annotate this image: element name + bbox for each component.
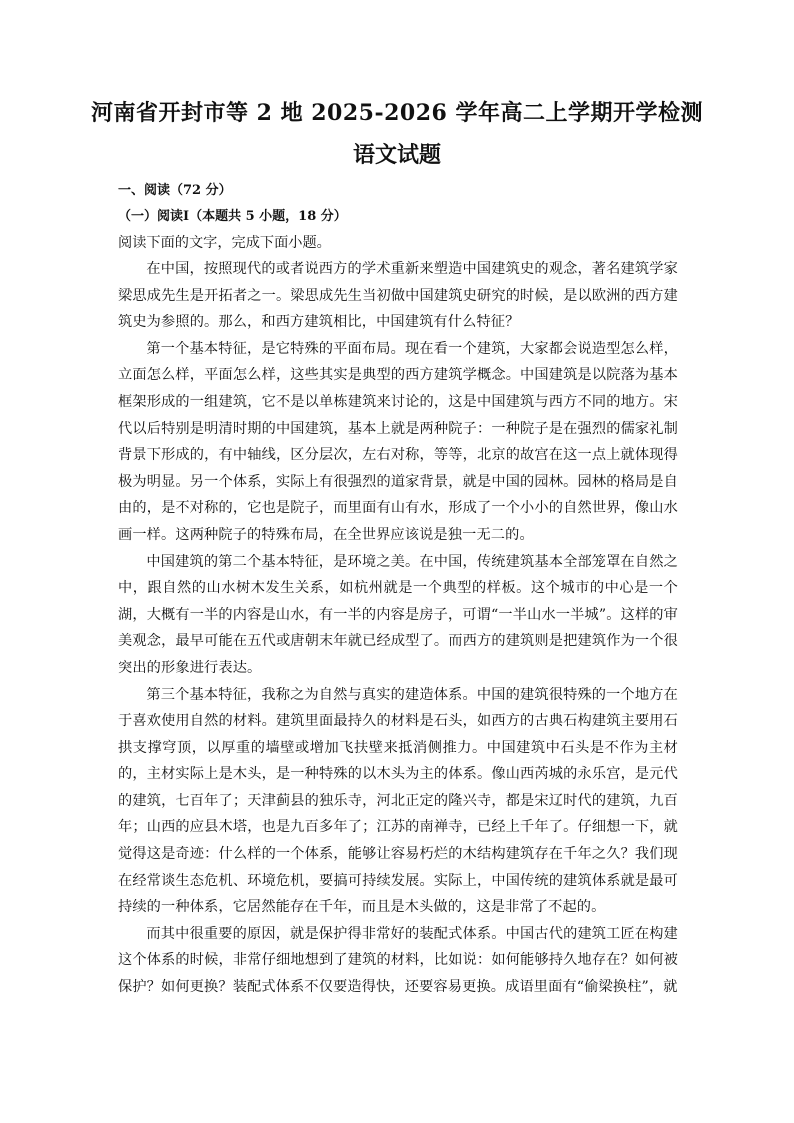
paragraph-feature-1: 第一个基本特征，是它特殊的平面布局。现在看一个建筑，大家都会说造型怎么样，立面怎么样，平面怎么样，这些其实是典型的西方建筑学概念。中国建筑是以院落为基本框架形成的一组建筑，它不是以单栋建筑来讨论的，这是中国建筑与西方不同的地方。宋代以后特别是明清时期的中国建筑，基本上就是两种院子：一种院子是在强烈的儒家礼制背景下形成的，有中轴线，区分层次，左右对称，等等，北京的故宫在这一点上就体现得极为明显。另一个体系，实际上有很强烈的道家背景，就是中国的园林。园林的格局是自由的，是不对称的，它也是院子，而里面有山有水，形成了一个小小的自然世界，像山水画一样。这两种院子的特殊布局，在全世界应该说是独一无二的。: [118, 340, 678, 543]
paragraph-feature-3: 第三个基本特征，我称之为自然与真实的建造体系。中国的建筑很特殊的一个地方在于喜欢使用自然的材料。建筑里面最持久的材料是石头，如西方的古典石构建筑主要用石拱支撑穹顶，以厚重的墙壁或增加飞扶壁来抵消侧推力。中国建筑中石头是不作为主材的，主材实际上是木头，是一种特殊的以木头为主的体系。像山西芮城的永乐宫，是元代的建筑，七百年了；天津蓟县的独乐寺，河北正定的隆兴寺，都是宋辽时代的建筑，九百年；山西的应县木塔，也是九百多年了；江苏的南禅寺，已经上千年了。仔细想一下，就觉得这是奇迹：什么样的一个体系，能够让容易朽烂的木结构建筑存在千年之久？我们现在经常谈生态危机、环境危机，要搞可持续发展。实际上，中国传统的建筑体系就是最可持续的一种体系，它居然能存在千年，而且是木头做的，这是非常了不起的。: [118, 686, 678, 916]
paragraph-assembly-system: 而其中很重要的原因，就是保护得非常好的装配式体系。中国古代的建筑工匠在构建这个体系的时候，非常仔细地想到了建筑的材料，比如说：如何能够持久地存在？如何被保护？如何更换？装配式体系不仅要造得快，还要容易更换。成语里面有“偷梁换柱”，就: [118, 925, 678, 996]
paragraph-intro: 在中国，按照现代的或者说西方的学术重新来塑造中国建筑史的观念，著名建筑学家梁思成先生是开拓者之一。梁思成先生当初做中国建筑史研究的时候，是以欧洲的西方建筑史为参照的。那么，和西方建筑相比，中国建筑有什么特征？: [118, 261, 678, 331]
document-subtitle: 语文试题: [352, 142, 441, 168]
section-heading: 一、阅读（72 分）: [118, 183, 232, 198]
document-title: 河南省开封市等 2 地 2025-2026 学年高二上学期开学检测: [90, 100, 704, 126]
subsection-heading: （一）阅读Ⅰ（本题共 5 小题，18 分）: [118, 209, 347, 224]
reading-instruction: 阅读下面的文字，完成下面小题。: [118, 235, 331, 251]
paragraph-feature-2: 中国建筑的第二个基本特征，是环境之美。在中国，传统建筑基本全部笼罩在自然之中，跟自然的山水树木发生关系，如杭州就是一个典型的样板。这个城市的中心是一个湖，大概有一半的内容是山水，有一半的内容是房子，可谓“一半山水一半城”。这样的审美观念，最早可能在五代或唐朝末年就已经成型了。而西方的建筑则是把建筑作为一个很突出的形象进行表达。: [118, 553, 678, 676]
document-body: [118, 178, 678, 1001]
